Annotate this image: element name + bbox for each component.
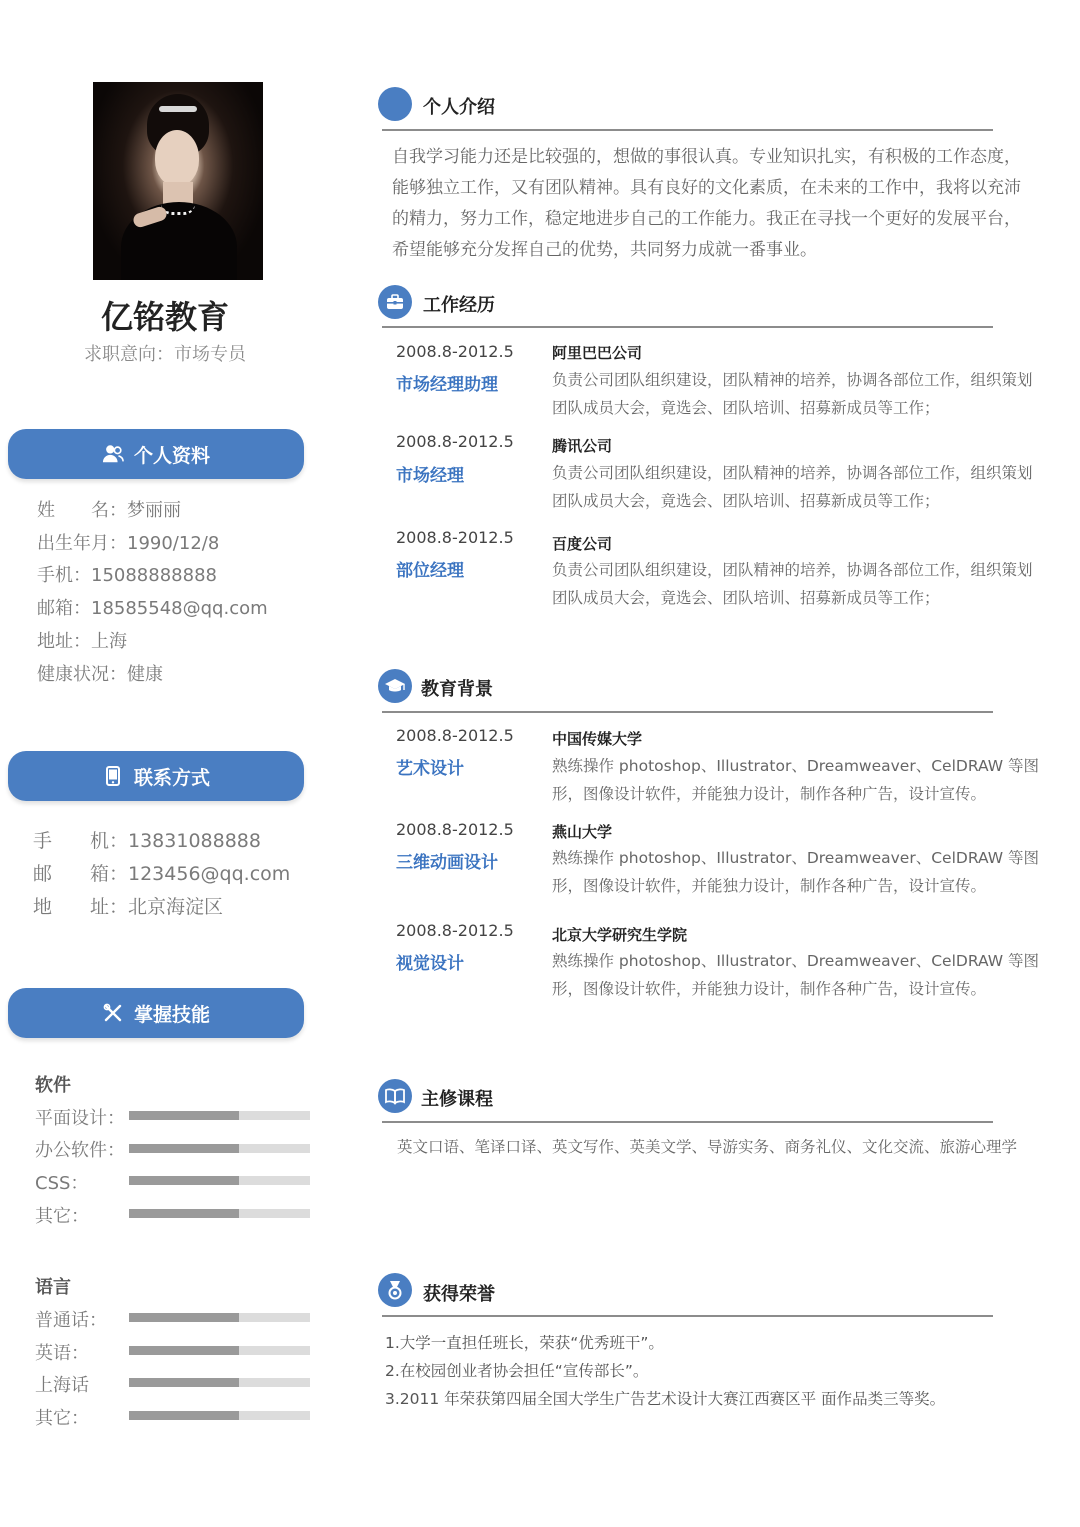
- section-divider: [382, 129, 993, 131]
- work-description: 负责公司团队组织建设，团队精神的培养，协调各部位工作，组织策划团队成员大会，竟选会、团队培训、招募新成员等工作；: [552, 371, 1033, 417]
- work-role: 市场经理助理: [396, 375, 498, 395]
- profile-photo: [93, 82, 263, 280]
- edu-description: 熟练操作 photoshop、Illustrator、Dreamweaver、CelDRAW 等图形，图像设计软件，并能独力设计，制作各种广告，设计宣传。: [552, 849, 1039, 895]
- briefcase-icon: [378, 285, 412, 319]
- skill-bar: [129, 1378, 310, 1387]
- graduation-cap-icon: [378, 669, 412, 703]
- edu-school: 中国传媒大学: [552, 730, 643, 748]
- honor-item: 3.2011 年荣获第四届全国大学生广告艺术设计大赛江西赛区平 面作品类三等奖。: [385, 1390, 946, 1408]
- info-health: 健康状况：健康: [37, 664, 163, 685]
- work-role: 部位经理: [396, 561, 464, 581]
- work-company: 腾讯公司: [552, 437, 613, 455]
- contact-header: [8, 751, 304, 801]
- skill-bar: [129, 1346, 310, 1355]
- work-date: 2008.8-2012.5: [396, 342, 514, 361]
- edu-major: 三维动画设计: [396, 853, 498, 873]
- skill-label: CSS：: [35, 1173, 89, 1194]
- job-intent: 求职意向：市场专员: [84, 344, 246, 365]
- section-divider: [382, 326, 993, 328]
- work-title: 工作经历: [423, 295, 495, 316]
- edu-date: 2008.8-2012.5: [396, 921, 514, 940]
- section-divider: [382, 711, 993, 713]
- edu-date: 2008.8-2012.5: [396, 726, 514, 745]
- contact-title: 联系方式: [133, 766, 210, 789]
- skill-bar: [129, 1209, 310, 1218]
- work-description: 负责公司团队组织建设，团队精神的培养，协调各部位工作，组织策划团队成员大会，竟选会、团队培训、招募新成员等工作；: [552, 561, 1033, 607]
- software-heading: 软件: [35, 1075, 71, 1096]
- work-description: 负责公司团队组织建设，团队精神的培养，协调各部位工作，组织策划团队成员大会，竟选会、团队培训、招募新成员等工作；: [552, 464, 1033, 510]
- skill-bar: [129, 1313, 310, 1322]
- honors-title: 获得荣誉: [423, 1284, 495, 1305]
- info-birth: 出生年月：1990/12/8: [37, 533, 220, 554]
- info-name: 姓 名：梦丽丽: [37, 500, 181, 521]
- info-phone: 手机：15088888888: [37, 565, 217, 586]
- users-icon: [102, 443, 124, 465]
- skills-title: 掌握技能: [133, 1003, 210, 1026]
- skill-bar: [129, 1111, 310, 1120]
- skill-bar: [129, 1411, 310, 1420]
- skill-label: 其它：: [35, 1206, 89, 1227]
- section-divider: [382, 1315, 993, 1317]
- skill-label: 上海话: [35, 1375, 89, 1396]
- edu-description: 熟练操作 photoshop、Illustrator、Dreamweaver、CelDRAW 等图形，图像设计软件，并能独力设计，制作各种广告，设计宣传。: [552, 757, 1039, 803]
- language-heading: 语言: [35, 1277, 71, 1298]
- skill-label: 英语：: [35, 1343, 89, 1364]
- contact-email: 邮 箱：123456@qq.com: [33, 863, 291, 885]
- skill-bar: [129, 1144, 310, 1153]
- contact-address: 地 址：北京海淀区: [33, 896, 224, 918]
- courses-text: 英文口语、笔译口译、英文写作、英美文学、导游实务、商务礼仪、文化交流、旅游心理学: [397, 1138, 1018, 1156]
- education-title: 教育背景: [421, 679, 493, 700]
- work-role: 市场经理: [396, 466, 464, 486]
- work-company: 百度公司: [552, 535, 613, 553]
- intro-text: 自我学习能力还是比较强的，想做的事很认真。专业知识扎实，有积极的工作态度，能够独立工作，又有团队精神。具有良好的文化素质，在未来的工作中，我将以充沛的精力，努力工作，稳定地进步自己的工作能力。我正在寻找一个更好的发展平台，希望能够充分发挥自己的优势，共同努力成就一番事业。: [392, 147, 1021, 260]
- intro-section-icon: [378, 87, 412, 121]
- edu-major: 艺术设计: [396, 759, 464, 779]
- work-company: 阿里巴巴公司: [552, 344, 643, 362]
- personal-info-header: [8, 429, 304, 479]
- edu-major: 视觉设计: [396, 954, 464, 974]
- edu-description: 熟练操作 photoshop、Illustrator、Dreamweaver、CelDRAW 等图形，图像设计软件，并能独力设计，制作各种广告，设计宣传。: [552, 952, 1039, 998]
- section-divider: [382, 1121, 993, 1123]
- phone-icon: [102, 765, 124, 787]
- book-icon: [378, 1079, 412, 1113]
- courses-title: 主修课程: [421, 1089, 493, 1110]
- skill-label: 其它：: [35, 1408, 89, 1429]
- contact-phone: 手 机：13831088888: [33, 830, 261, 852]
- edu-date: 2008.8-2012.5: [396, 820, 514, 839]
- personal-info-title: 个人资料: [133, 444, 210, 467]
- skills-header: [8, 988, 304, 1038]
- skill-label: 平面设计：: [35, 1108, 125, 1129]
- candidate-name: 亿铭教育: [100, 298, 229, 336]
- edu-school: 北京大学研究生学院: [552, 926, 688, 944]
- work-date: 2008.8-2012.5: [396, 528, 514, 547]
- honor-item: 2.在校园创业者协会担任“宣传部长”。: [385, 1362, 649, 1380]
- skill-label: 普通话：: [35, 1310, 107, 1331]
- edu-school: 燕山大学: [552, 823, 613, 841]
- intro-title: 个人介绍: [423, 97, 495, 118]
- info-email: 邮箱：18585548@qq.com: [37, 598, 268, 619]
- skill-label: 办公软件：: [35, 1140, 125, 1161]
- medal-icon: [378, 1273, 412, 1307]
- honor-item: 1.大学一直担任班长，荣获“优秀班干”。: [385, 1334, 664, 1352]
- work-date: 2008.8-2012.5: [396, 432, 514, 451]
- tools-icon: [102, 1002, 124, 1024]
- info-address: 地址：上海: [37, 631, 127, 652]
- skill-bar: [129, 1176, 310, 1185]
